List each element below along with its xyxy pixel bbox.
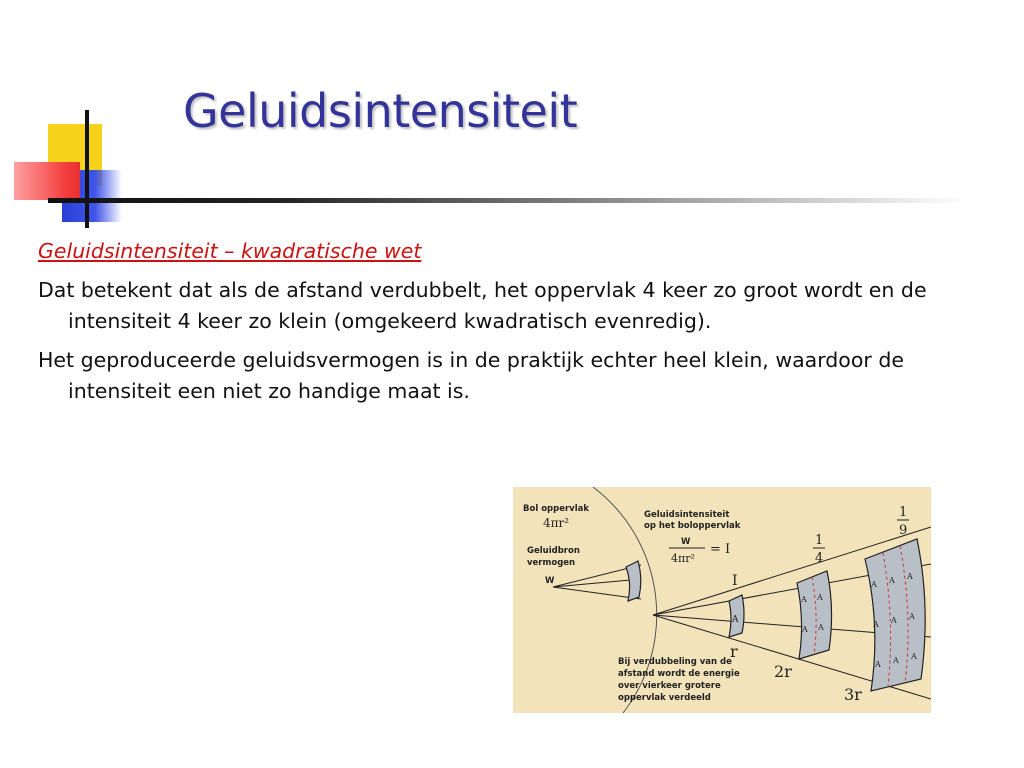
area-label: A (909, 612, 915, 621)
paragraph-1: Dat betekent dat als de afstand verdubbelt, het oppervlak 4 keer zo groot wordt en de intensiteit 4 keer zo klein (omgekeerd kwadratisch evenredig). (38, 278, 927, 333)
distance-3r: 3r (844, 685, 862, 704)
vertical-rule (85, 110, 89, 228)
area-label: A (873, 620, 879, 629)
title-underline (48, 198, 968, 203)
quarter-denominator: 4 (815, 551, 824, 566)
formula-denominator: 4πr² (671, 552, 695, 565)
note-line-1: Bij verdubbeling van de (618, 657, 732, 667)
paragraph-2: Het geproduceerde geluidsvermogen is in de praktijk echter heel klein, waardoor de intensiteit een niet zo handige maat is. (38, 348, 904, 403)
quarter-numerator: 1 (815, 533, 824, 548)
patch-2r (797, 571, 832, 659)
intensity-full: I (732, 573, 738, 589)
ninth-denominator: 9 (899, 523, 908, 538)
area-label: A (817, 593, 823, 602)
slide-title: Geluidsintensiteit (183, 84, 578, 138)
intensity-label-1: Geluidsintensiteit (644, 510, 730, 520)
note-line-3: over vierkeer grotere (618, 681, 721, 691)
sphere-patch (626, 561, 641, 601)
ninth-numerator: 1 (899, 505, 908, 520)
area-label: A (889, 576, 895, 585)
source-label-2: vermogen (527, 558, 576, 568)
area-label: A (732, 615, 739, 625)
formula-result: = I (710, 542, 731, 557)
area-label: A (802, 625, 808, 634)
corner-decoration (0, 0, 160, 240)
source-label-1: Geluidbron (527, 546, 580, 556)
area-label: A (907, 572, 913, 581)
intensity-label-2: op het boloppervlak (644, 521, 741, 531)
area-label: A (801, 595, 807, 604)
area-label: A (875, 660, 881, 669)
area-label: A (891, 616, 897, 625)
red-square (14, 162, 80, 200)
subheading: Geluidsintensiteit – kwadratische wet (38, 239, 422, 263)
inverse-square-diagram (513, 487, 931, 713)
inverse-square-figure (513, 487, 931, 713)
bol-formula: 4πr² (543, 516, 570, 530)
distance-2r: 2r (774, 662, 792, 681)
area-label: A (871, 580, 877, 589)
area-label: A (911, 652, 917, 661)
slide-content (38, 236, 988, 415)
source-symbol: W (545, 576, 555, 586)
area-label: A (818, 623, 824, 632)
note-line-4: oppervlak verdeeld (618, 693, 711, 703)
formula-numerator: W (681, 537, 691, 547)
area-label: A (893, 656, 899, 665)
note-line-2: afstand wordt de energie (618, 669, 740, 679)
distance-r: r (730, 642, 738, 661)
bol-label: Bol oppervlak (523, 504, 589, 514)
